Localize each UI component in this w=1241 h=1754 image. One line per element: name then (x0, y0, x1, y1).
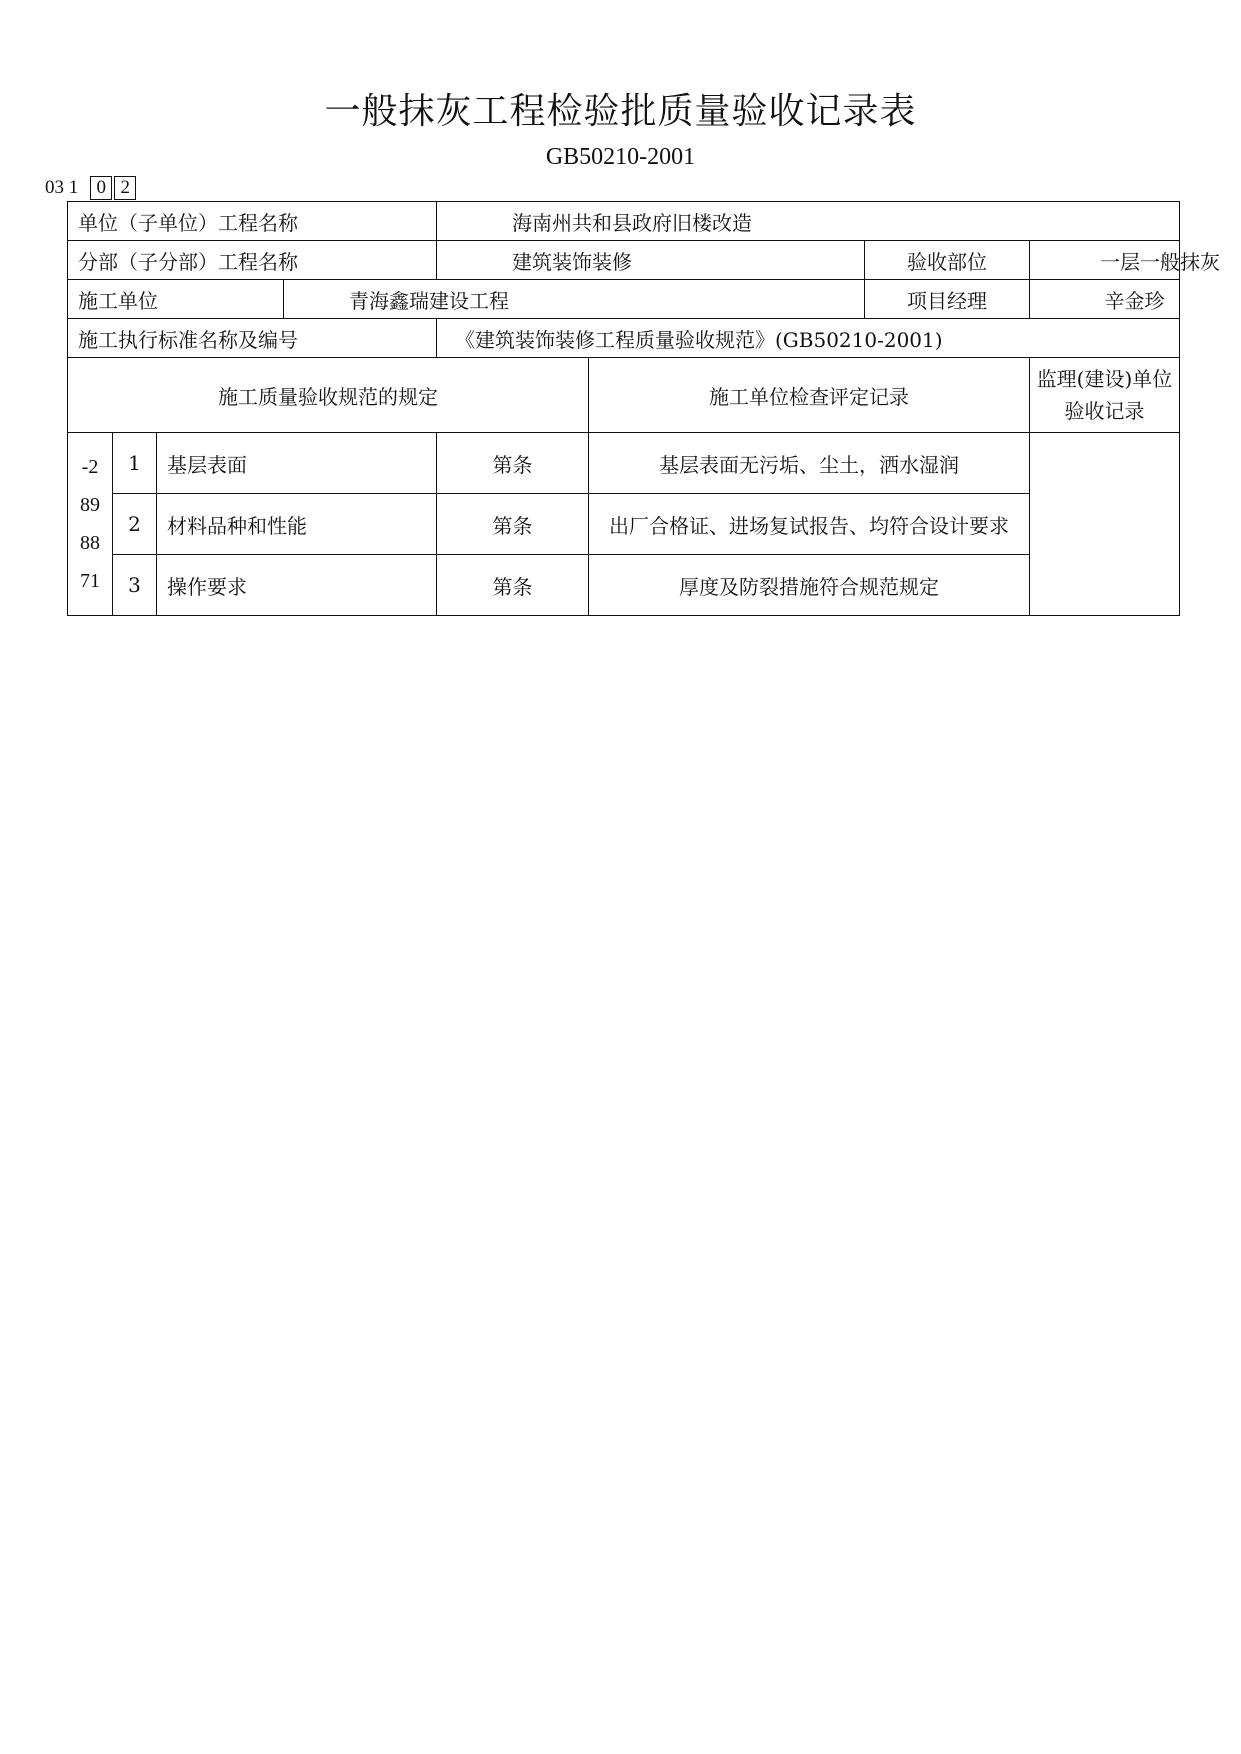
contractor-row (68, 280, 1180, 319)
item-number: 3 (113, 555, 157, 616)
side-label-line: -2 (81, 456, 99, 478)
inspection-table (67, 201, 1220, 616)
unit-project-value: 海南州共和县政府旧楼改造 (437, 202, 1180, 241)
check-column-header: 施工单位检查评定记录 (589, 358, 1030, 433)
manager-value: 辛金珍 (1030, 280, 1180, 319)
table-row (68, 433, 1180, 494)
form-code-prefix: 03 1 (45, 177, 79, 198)
item-check-record: 厚度及防裂措施符合规范规定 (589, 555, 1030, 616)
contractor-label: 施工单位 (68, 280, 284, 319)
unit-project-label: 单位（子单位）工程名称 (68, 202, 437, 241)
manager-label: 项目经理 (865, 280, 1030, 319)
form-code-box-2: 2 (114, 176, 136, 200)
item-number: 1 (113, 433, 157, 494)
standard-value: 《建筑装饰装修工程质量验收规范》(GB50210-2001) (437, 319, 1180, 358)
item-clause: 第条 (437, 555, 589, 616)
side-label-line: 88 (80, 532, 100, 554)
sub-project-label: 分部（子分部）工程名称 (68, 241, 437, 280)
main-control-side-label (68, 433, 113, 616)
supervision-column-header: 监理(建设)单位验收记录 (1030, 358, 1180, 433)
item-clause: 第条 (437, 433, 589, 494)
standard-label: 施工执行标准名称及编号 (68, 319, 437, 358)
table-row (68, 555, 1180, 616)
column-header-row (68, 358, 1180, 433)
form-code-box-1: 0 (90, 176, 112, 200)
item-number: 2 (113, 494, 157, 555)
sub-project-value: 建筑装饰装修 (437, 241, 865, 280)
table-row (68, 494, 1180, 555)
accept-part-value: 一层一般抹灰 (1030, 241, 1180, 280)
side-label-line: 89 (80, 494, 100, 516)
item-name: 基层表面 (157, 433, 437, 494)
side-label-line: 71 (80, 570, 100, 592)
item-name: 操作要求 (157, 555, 437, 616)
supervision-record-cell (1030, 433, 1180, 616)
item-check-record: 基层表面无污垢、尘土，洒水湿润 (589, 433, 1030, 494)
spec-column-header: 施工质量验收规范的规定 (68, 358, 589, 433)
form-code (45, 175, 136, 201)
item-name: 材料品种和性能 (157, 494, 437, 555)
standard-row (68, 319, 1180, 358)
item-check-record: 出厂合格证、进场复试报告、均符合设计要求 (589, 494, 1030, 555)
form-title: 一般抹灰工程检验批质量验收记录表 (324, 91, 917, 132)
unit-project-row (68, 202, 1180, 241)
contractor-value: 青海鑫瑞建设工程 (284, 280, 865, 319)
item-clause: 第条 (437, 494, 589, 555)
standard-code: GB50210-2001 (545, 144, 696, 170)
sub-project-row (68, 241, 1180, 280)
accept-part-label: 验收部位 (865, 241, 1030, 280)
